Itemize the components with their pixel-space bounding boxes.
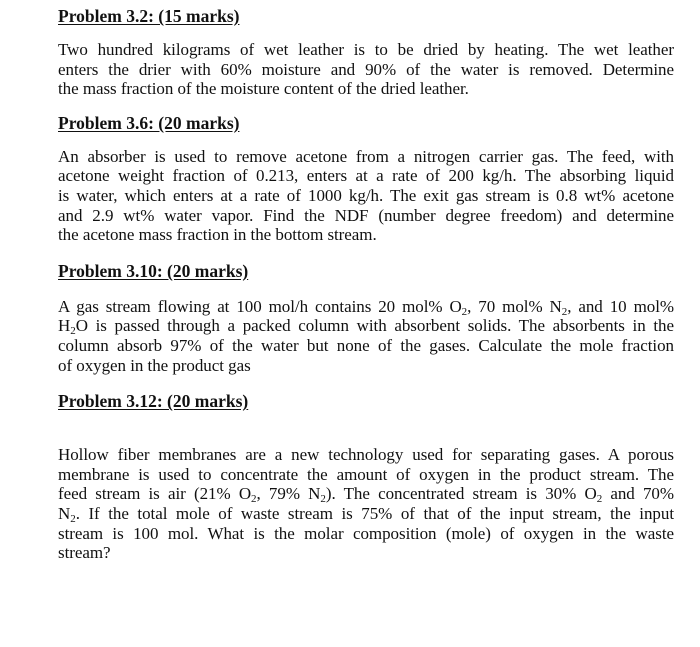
text-line: Hollow fiber membranes are a new technology used for separating gases. A porous [58,445,674,465]
text-line: acetone weight fraction of 0.213, enters at a rate of 200 kg/h. The absorbing liquid [58,166,674,186]
text-line: An absorber is used to remove acetone from a nitrogen carrier gas. The feed, with [58,146,674,166]
text-line: the acetone mass fraction in the bottom stream. [58,225,377,245]
text-line: is water, which enters at a rate of 1000 kg/h. The exit gas stream is 0.8 wt% acetone [58,185,674,205]
text-line: $N_2$. If the total mole of waste stream is 75% of that of the input stream, the input [58,503,674,525]
text-line: A gas stream flowing at 100 mol/h contains 20 mol% $O_2$, 70 mol% $N_2$, and 10 mol% [58,296,674,318]
text-line: Two hundred kilograms of wet leather is to be dried by heating. The wet leather [58,40,674,59]
text-line: stream? [58,543,111,563]
problem-3-12 [58,390,674,563]
problem-heading: Problem 3.10: (20 marks) [58,260,249,281]
text-line: membrane is used to concentrate the amount of oxygen in the product stream. The [58,464,674,484]
problem-text [58,147,674,245]
text-line: of oxygen in the product gas [58,355,251,375]
problem-3-6 [58,112,674,245]
problem-text [58,445,674,563]
problem-3-10 [58,260,674,375]
text-line: and 2.9 wt% water vapor. Find the NDF (number degree freedom) and determine [58,205,674,225]
text-line: enters the drier with 60% moisture and 90% of the water is removed. Determine [58,59,674,79]
text-line: the mass fraction of the moisture content of the dried leather. [58,79,469,99]
text-line: column absorb 97% of the water but none of the gases. Calculate the mole fraction [58,335,674,355]
problem-3-2 [58,5,674,99]
problem-heading: Problem 3.12: (20 marks) [58,391,249,412]
problem-text [58,40,674,99]
problem-text [58,297,674,375]
document-page [58,0,674,563]
text-line: feed stream is air (21% $O_2$, 79% $N_2$). The concentrated stream is 30% $O_2$ and 70% [58,484,674,506]
text-line: stream is 100 mol. What is the molar composition (mole) of oxygen in the waste [58,523,674,543]
text-line: $H_2O$ is passed through a packed column with absorbent solids. The absorbents in the [58,316,674,338]
problem-heading: Problem 3.6: (20 marks) [58,112,240,133]
problem-heading: Problem 3.2: (15 marks) [58,6,240,26]
